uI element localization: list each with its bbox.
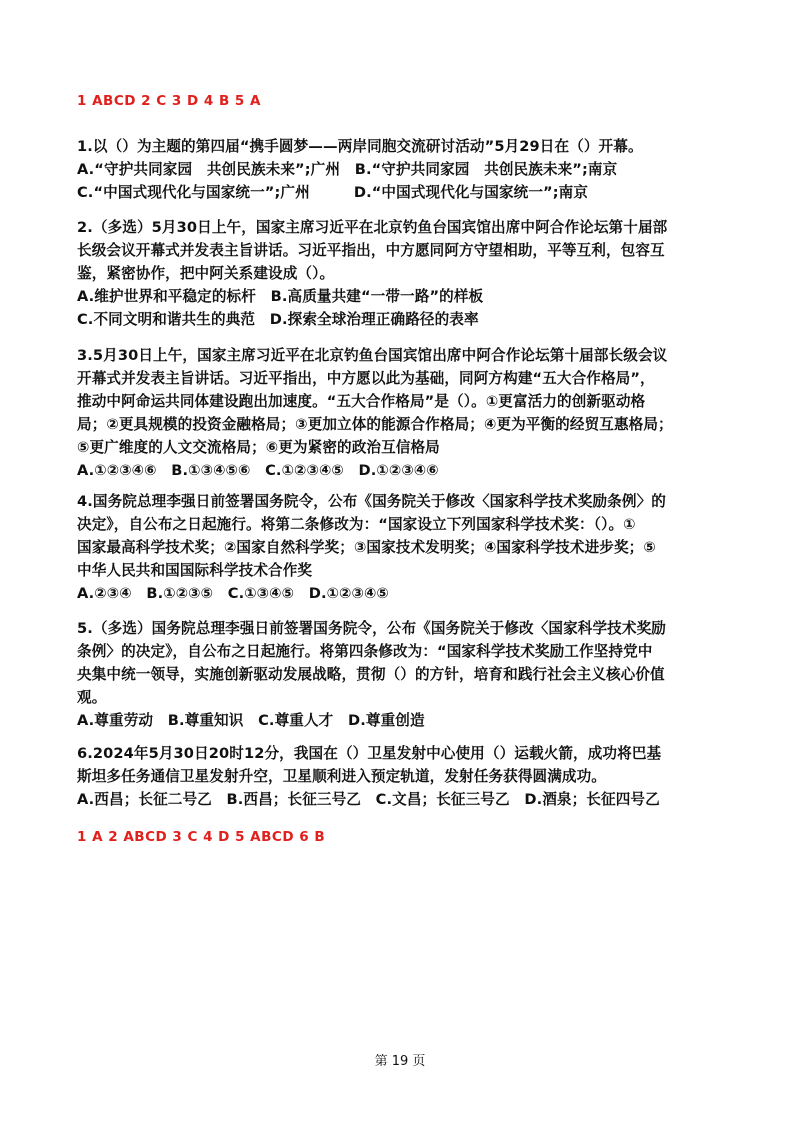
question-line: A.西昌；长征二号乙 B.西昌；长征三号乙 C.文昌；长征三号乙 D.酒泉；长征四号乙 (77, 791, 660, 808)
question-line: 4.国务院总理李强日前签署国务院令，公布《国务院关于修改〈国家科学技术奖励条例〉的 (77, 493, 666, 510)
question-4 (77, 490, 727, 605)
question-2 (77, 216, 727, 331)
question-6 (77, 742, 727, 811)
question-line: C.不同文明和谐共生的典范 D.探索全球治理正确路径的表率 (77, 311, 479, 328)
question-line: 长级会议开幕式并发表主旨讲话。习近平指出，中方愿同阿方守望相助，平等互利，包容互 (77, 242, 665, 259)
question-line: A.尊重劳动 B.尊重知识 C.尊重人才 D.尊重创造 (77, 712, 425, 729)
page-number: 第 19 页 (374, 1054, 426, 1069)
question-line: A.维护世界和平稳定的标杆 B.高质量共建“一带一路”的样板 (77, 288, 484, 305)
question-line: 3.5月30日上午，国家主席习近平在北京钓鱼台国宾馆出席中阿合作论坛第十届部长级会议 (77, 347, 668, 364)
question-line: 2.（多选）5月30日上午，国家主席习近平在北京钓鱼台国宾馆出席中阿合作论坛第十届部 (77, 219, 668, 236)
question-line: ⑤更广维度的人文交流格局；⑥更为紧密的政治互信格局 (77, 439, 440, 456)
question-line: 条例〉的决定》，自公布之日起施行。将第四条修改为：“国家科学技术奖励工作坚持党中 (77, 643, 653, 660)
question-line: 决定》，自公布之日起施行。将第二条修改为：“国家设立下列国家科学技术奖：（）。① (77, 516, 636, 533)
question-line: 推动中阿命运共同体建设跑出加速度。“五大合作格局”是（）。①更富活力的创新驱动格 (77, 393, 646, 410)
question-line: 观。 (77, 689, 107, 706)
question-line: 1.以（）为主题的第四届“携手圆梦——两岸同胞交流研讨活动”5月29日在（）开幕。 (77, 138, 643, 155)
question-line: 5.（多选）国务院总理李强日前签署国务院令，公布《国务院关于修改〈国家科学技术奖励 (77, 620, 666, 637)
question-line: 鉴，紧密协作，把中阿关系建设成（）。 (77, 265, 335, 282)
question-line: A.①②③④⑥ B.①③④⑤⑥ C.①②③④⑤ D.①②③④⑥ (77, 462, 439, 479)
answer-key-bottom: 1 A 2 ABCD 3 C 4 D 5 ABCD 6 B (77, 829, 326, 845)
question-1 (77, 135, 727, 204)
question-line: A.“守护共同家园 共创民族未来”;广州 B.“守护共同家园 共创民族未来”;南京 (77, 161, 618, 178)
question-line: 6.2024年5月30日20时12分，我国在（）卫星发射中心使用（）运载火箭，成功将巴基 (77, 745, 662, 762)
question-line: 斯坦多任务通信卫星发射升空，卫星顺利进入预定轨道，发射任务获得圆满成功。 (77, 768, 606, 785)
answer-key-top: 1 ABCD 2 C 3 D 4 B 5 A (77, 93, 261, 109)
question-line: 国家最高科学技术奖；②国家自然科学奖；③国家技术发明奖；④国家科学技术进步奖；⑤ (77, 539, 656, 556)
question-line: 局；②更具规模的投资金融格局；③更加立体的能源合作格局；④更为平衡的经贸互惠格局； (77, 416, 673, 433)
question-3 (77, 344, 727, 482)
question-line: 开幕式并发表主旨讲话。习近平指出，中方愿以此为基础，同阿方构建“五大合作格局”， (77, 370, 655, 387)
question-line: 央集中统一领导，实施创新驱动发展战略，贯彻（）的方针，培育和践行社会主义核心价值 (77, 666, 665, 683)
question-line: C.“中国式现代化与国家统一”;广州 D.“中国式现代化与国家统一”;南京 (77, 184, 589, 201)
question-line: 中华人民共和国国际科学技术合作奖 (77, 562, 313, 579)
question-5 (77, 617, 727, 732)
question-line: A.②③④ B.①②③⑤ C.①③④⑤ D.①②③④⑤ (77, 585, 389, 602)
